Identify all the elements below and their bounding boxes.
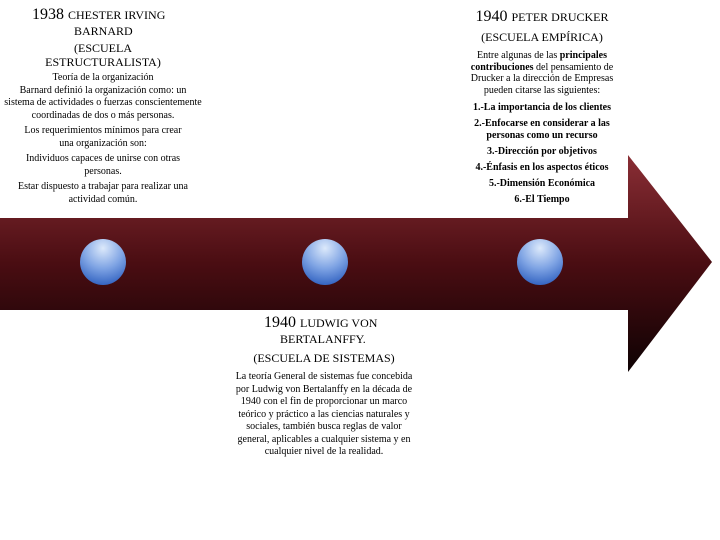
event-year: 1940	[264, 314, 296, 331]
contribution-item: 5.-Dimensión Económica	[488, 178, 596, 189]
event-bertalanffy	[228, 314, 420, 459]
event-text: La teoría General de sistemas fue concebida por Ludwig von Bertalanffy en la década de 1940 con el fin de proporcionar un marco teórico y práctico a las ciencias naturales y sociales, también busca reglas de valor general, aplicables a cualquier sistema y en cualquier nivel de la realidad.	[235, 371, 413, 457]
event-name-cont: BERTALANFFY.	[280, 332, 366, 346]
event-name: CHESTER IRVING	[68, 8, 166, 22]
event-name: LUDWIG VON	[300, 316, 378, 330]
contribution-item: 4.-Énfasis en los aspectos éticos	[475, 162, 609, 173]
event-drucker	[456, 8, 628, 210]
event-name: PETER DRUCKER	[511, 10, 609, 24]
event-text: Teoría de la organización	[52, 72, 154, 83]
contribution-item: 1.-La importancia de los clientes	[472, 102, 612, 113]
event-school: (ESCUELA ESTRUCTURALISTA)	[45, 41, 161, 69]
event-intro: Entre algunas de las principales contribuciones del pensamiento de Drucker a la dirección de Empresas pueden citarse las siguientes:	[470, 50, 614, 96]
contribution-item: 6.-El Tiempo	[514, 194, 570, 205]
timeline-marker-1940-drucker	[517, 239, 563, 285]
event-text: Los requerimientos mínimos para crear una organización son:	[24, 125, 182, 149]
event-barnard	[4, 6, 202, 206]
event-year: 1938	[32, 6, 64, 23]
event-school: (ESCUELA DE SISTEMAS)	[253, 351, 395, 365]
event-text: Individuos capaces de unirse con otras personas.	[25, 153, 181, 177]
event-year: 1940	[475, 8, 508, 25]
timeline-marker-1940-bertalanffy	[302, 239, 348, 285]
contribution-item: 3.-Dirección por objetivos	[487, 146, 597, 157]
timeline-marker-1938	[80, 239, 126, 285]
event-text: Estar dispuesto a trabajar para realizar una actividad común.	[18, 181, 188, 205]
event-text: Barnard definió la organización como: un sistema de actividades o fuerzas conscientemente coordinadas de dos o más personas.	[4, 84, 202, 121]
event-school: (ESCUELA EMPÍRICA)	[481, 30, 603, 44]
event-name-cont: BARNARD	[74, 24, 133, 38]
contribution-item: 2.-Enfocarse en considerar a las personas como un recurso	[474, 118, 610, 141]
